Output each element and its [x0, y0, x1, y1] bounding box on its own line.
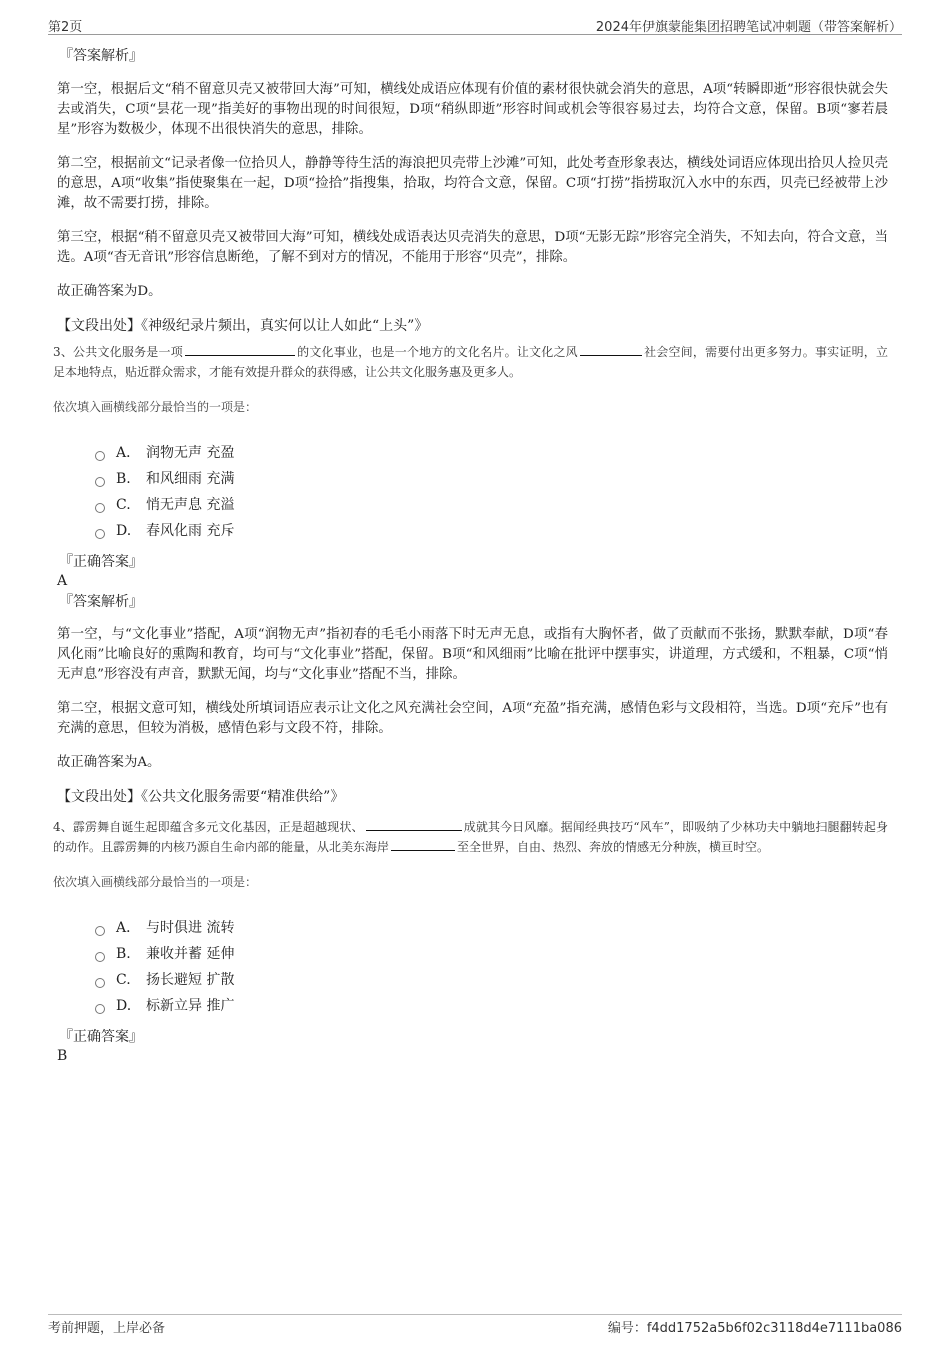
radio-icon[interactable] — [95, 926, 105, 936]
q3-option-c[interactable]: C. 悄无声息 充溢 — [95, 492, 888, 518]
radio-icon[interactable] — [95, 503, 105, 513]
q4-text-before: 4、霹雳舞自诞生起即蕴含多元文化基因，正是超越现状、 — [53, 820, 364, 834]
q4-prompt: 依次填入画横线部分最恰当的一项是： — [53, 875, 258, 889]
q3-source — [57, 787, 888, 807]
radio-icon[interactable] — [95, 1004, 105, 1014]
radio-icon[interactable] — [95, 477, 105, 487]
q2-source-text: 《神级纪录片频出，真实何以让人如此“上头”》 — [141, 318, 429, 334]
q4-option-c[interactable]: C. 扬长避短 扩散 — [95, 967, 888, 993]
radio-icon[interactable] — [95, 529, 105, 539]
page-number: 第2页 — [48, 20, 83, 35]
q2-analysis-heading: 『答案解析』 — [59, 48, 143, 64]
q3-question — [53, 342, 888, 382]
footer-slogan: 考前押题，上岸必备 — [48, 1321, 166, 1336]
q2-source — [57, 316, 888, 336]
q4-blank-1 — [366, 818, 462, 831]
q2-analysis-p3: 第三空，根据“稍不留意贝壳又被带回大海”可知，横线处成语表达贝壳消失的意思，D项“无影无踪”形容完全消失，不知去向，符合文意，当选。A项“杳无音讯”形容信息断绝，了解不到对方的情况，不能用于形容“贝壳”，排除。 — [57, 230, 888, 265]
q2-source-label: 【文段出处】 — [57, 318, 141, 334]
q2-analysis-p2: 第二空，根据前文“记录者像一位拾贝人，静静等待生活的海浪把贝壳带上沙滩”可知，此处考查形象表达，横线处词语应体现出拾贝人捡贝壳的意思，A项“收集”指使聚集在一起，D项“捡拾”指搜集，拾取，均符合文意，保留。C项“打捞”指捞取沉入水中的东西，贝壳已经被带上沙滩，故不需要打捞，排除。 — [57, 156, 888, 211]
q3-conclusion: 故正确答案为A。 — [57, 755, 161, 770]
q3-text-mid: 的文化事业，也是一个地方的文化名片。让文化之风 — [296, 345, 578, 359]
q4-answer: B — [57, 1048, 68, 1064]
page-content — [53, 46, 888, 1065]
q2-conclusion: 故正确答案为D。 — [57, 284, 162, 299]
q3-source-text: 《公共文化服务需要“精准供给”》 — [141, 789, 345, 805]
q3-answer: A — [57, 573, 68, 589]
q3-text-before: 3、公共文化服务是一项 — [53, 345, 183, 359]
q3-analysis-p1: 第一空，与“文化事业”搭配，A项“润物无声”指初春的毛毛小雨落下时无声无息，或指有大胸怀者，做了贡献而不张扬，默默奉献，D项“春风化雨”比喻良好的熏陶和教育，均可与“文化事业”搭配，保留。B项“和风细雨”比喻在批评中摆事实，讲道理，方式缓和，不粗暴，C项“悄无声息”形容没有声音，默默无闻，均与“文化事业”搭配不当，排除。 — [57, 627, 888, 682]
q2-analysis-p1: 第一空，根据后文“稍不留意贝壳又被带回大海”可知，横线处成语应体现有价值的素材很快就会消失的意思，A项“转瞬即逝”形容很快就会失去或消失，C项“昙花一现”指美好的事物出现的时间很短，D项“稍纵即逝”形容时间或机会等很容易过去，均符合文意，保留。B项“寥若晨星”形容为数极少，体现不出很快消失的意思，排除。 — [57, 82, 888, 137]
q4-blank-2 — [391, 838, 455, 851]
q4-text-after: 至全世界，自由、热烈、奔放的情感无分种族，横亘时空。 — [457, 840, 770, 854]
q3-option-d[interactable]: D. 春风化雨 充斥 — [95, 518, 888, 544]
q3-blank-2 — [580, 343, 642, 356]
q3-text-after: 社会空间，需要付出更多努力。事实证明，立足本地特点，贴近群众需求，才能有效提升群众的获得感，让公共文化服务惠及更多人。 — [53, 345, 888, 379]
radio-icon[interactable] — [95, 952, 105, 962]
radio-icon[interactable] — [95, 978, 105, 988]
page-header — [48, 12, 902, 35]
document-id: 编号：f4dd1752a5b6f02c3118d4e7111ba086 — [607, 1321, 902, 1336]
q4-option-b[interactable]: B. 兼收并蓄 延伸 — [95, 941, 888, 967]
q4-options — [95, 915, 888, 1019]
q4-option-a[interactable]: A． 与时俱进 流转 — [95, 915, 888, 941]
q4-option-d[interactable]: D. 标新立异 推广 — [95, 993, 888, 1019]
q3-source-label: 【文段出处】 — [57, 789, 141, 805]
q3-prompt: 依次填入画横线部分最恰当的一项是： — [53, 400, 258, 414]
q4-answer-heading: 『正确答案』 — [59, 1029, 143, 1045]
document-title: 2024年伊旗蒙能集团招聘笔试冲刺题（带答案解析） — [595, 20, 902, 35]
q4-question — [53, 817, 888, 857]
radio-icon[interactable] — [95, 451, 105, 461]
q3-answer-heading: 『正确答案』 — [59, 554, 143, 570]
q3-option-b[interactable]: B. 和风细雨 充满 — [95, 466, 888, 492]
q4-text-mid: 成就其今日风靡。据闻经典技巧“风车”，即吸纳了少林功夫中躺地扫腿翻转起身的动作。且霹雳舞的内核乃源自生命内部的能量，从北美东海岸 — [53, 820, 888, 854]
q3-option-a[interactable]: A． 润物无声 充盈 — [95, 440, 888, 466]
page-footer — [48, 1314, 902, 1335]
q3-blank-1 — [185, 343, 295, 356]
q3-analysis-heading: 『答案解析』 — [59, 594, 143, 610]
q3-analysis-p2: 第二空，根据文意可知，横线处所填词语应表示让文化之风充满社会空间，A项“充盈”指充满，感情色彩与文段相符，当选。D项“充斥”也有充满的意思，但较为消极，感情色彩与文段不符，排除。 — [57, 701, 888, 736]
q3-options — [95, 440, 888, 544]
